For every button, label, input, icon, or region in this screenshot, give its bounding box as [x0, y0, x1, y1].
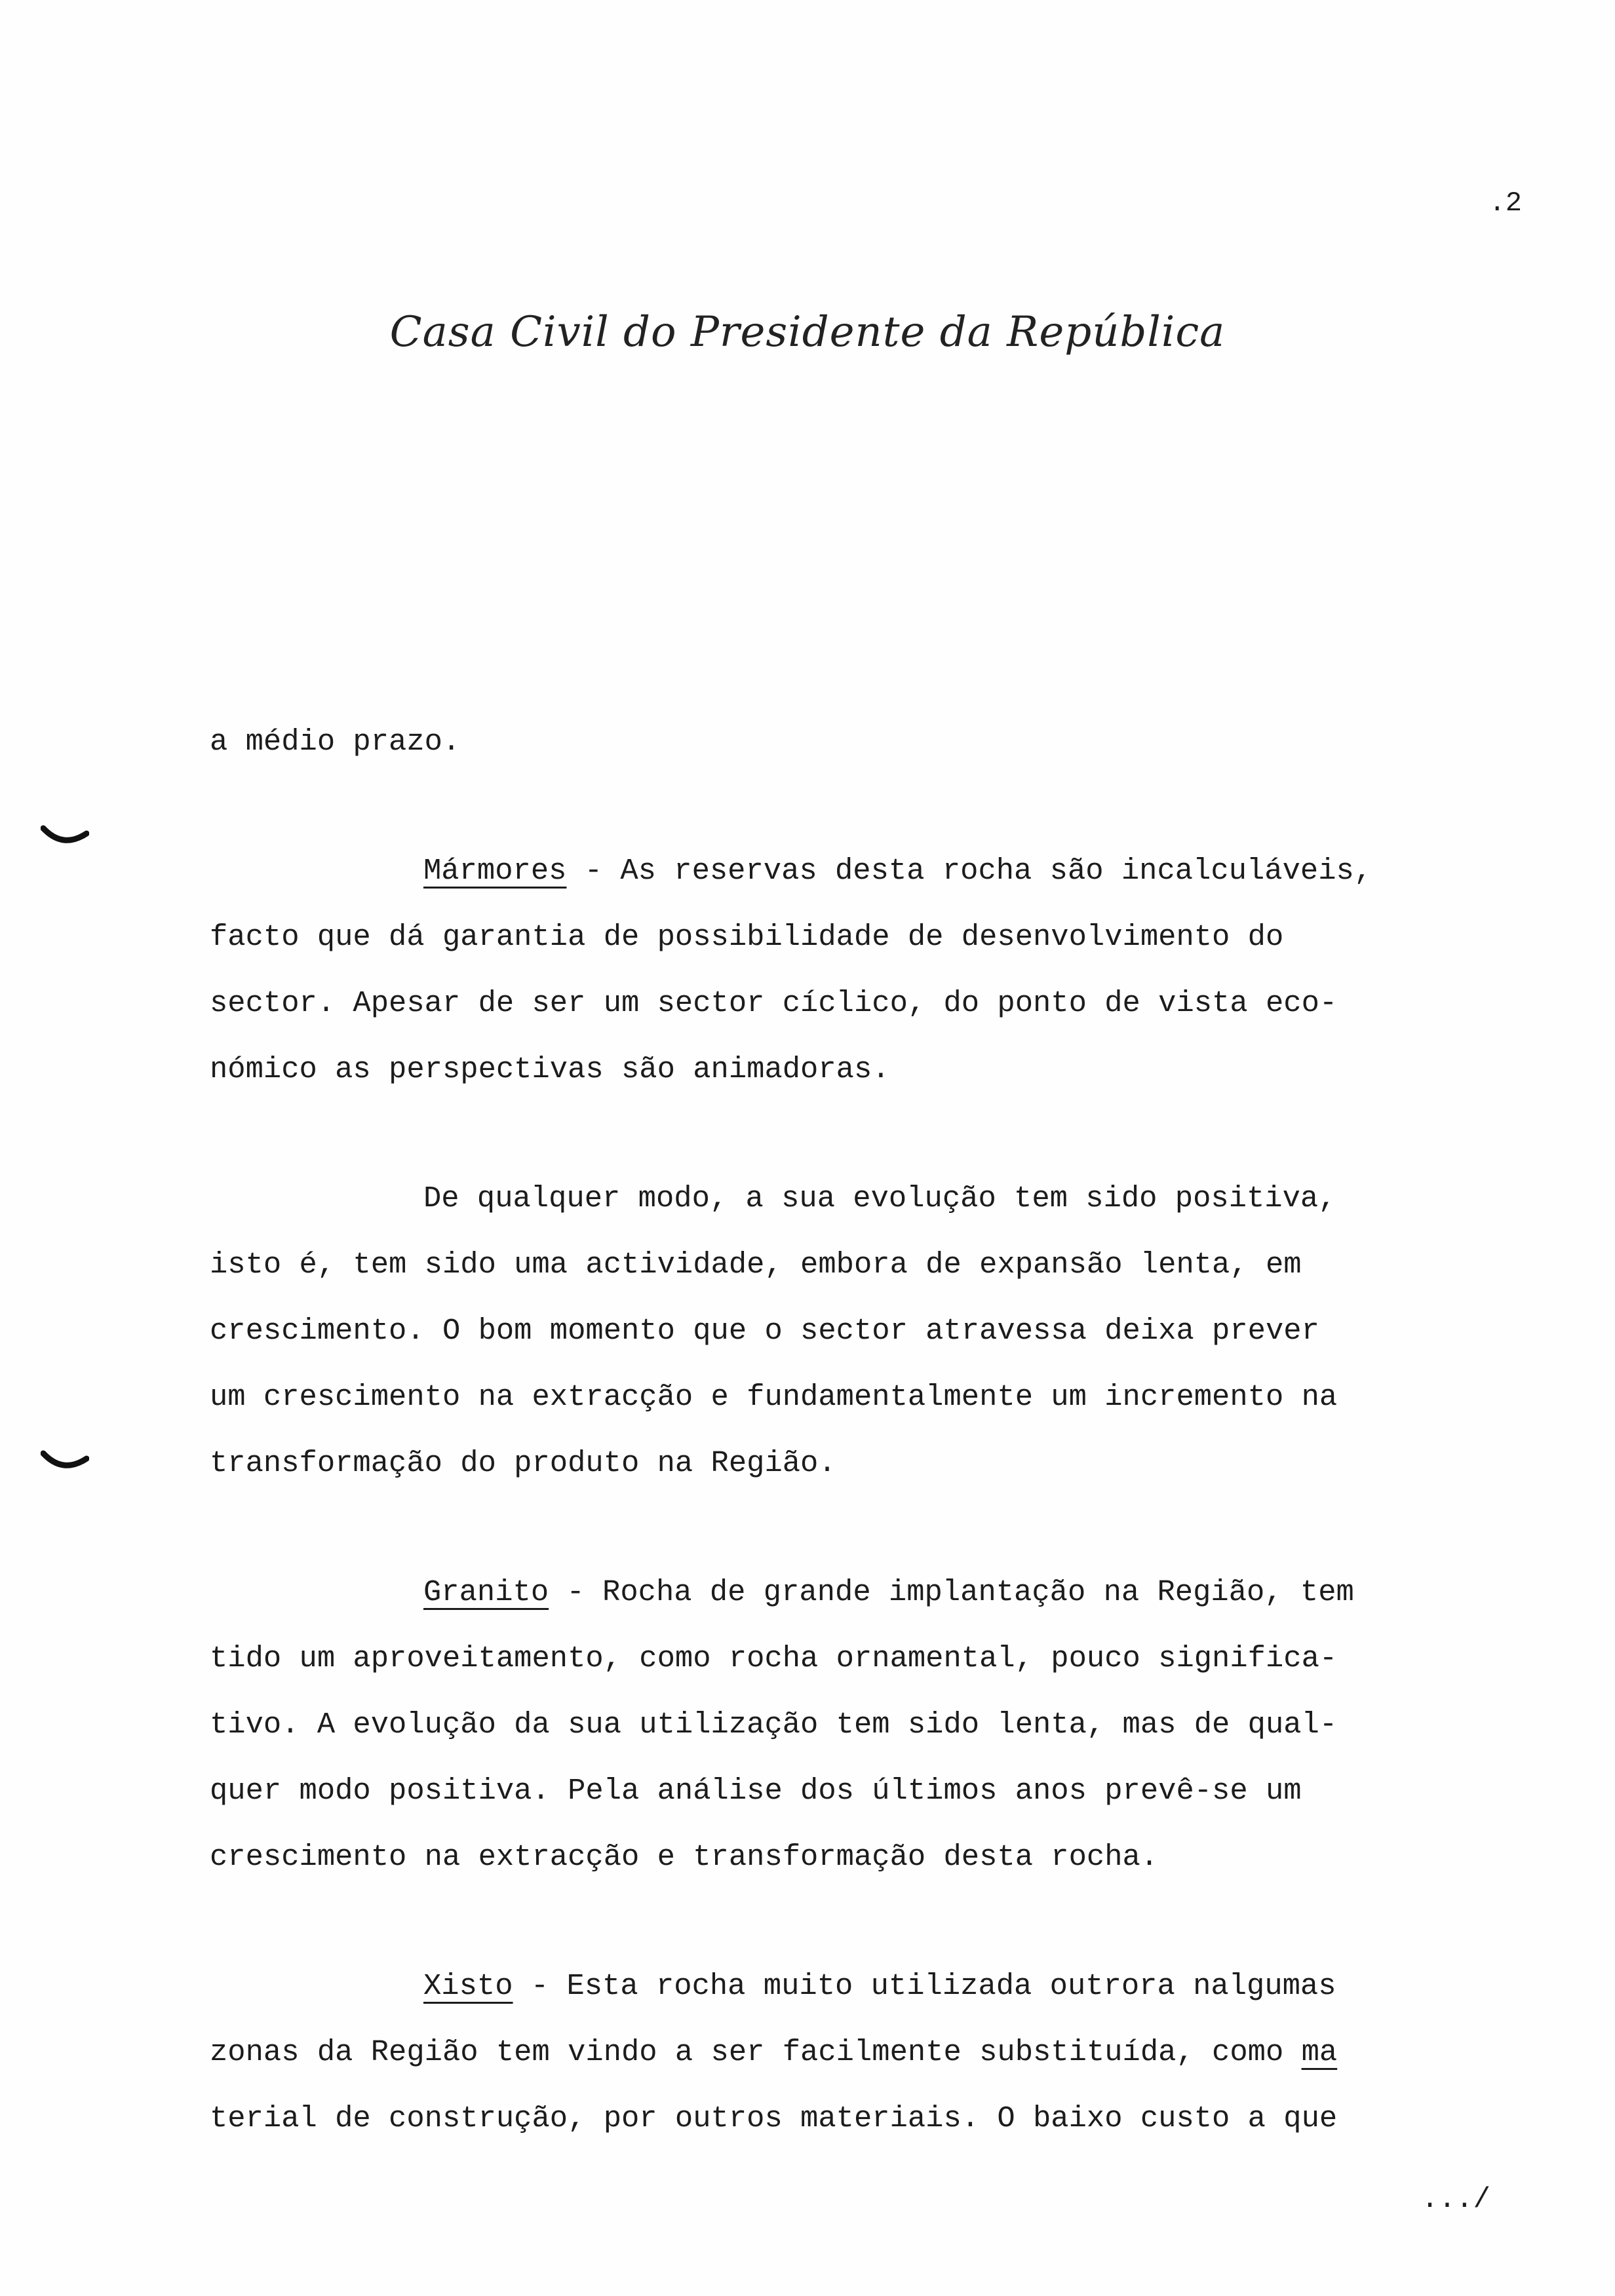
- evolucao-line-3: crescimento. O bom momento que o sector atravessa deixa prever: [210, 1314, 1319, 1348]
- marmores-line-1: Mármores - As reservas desta rocha são incalculáveis,: [423, 854, 1372, 888]
- page-number: .2: [1489, 187, 1522, 219]
- marmores-line-4: nómico as perspectivas são animadoras.: [210, 1052, 890, 1086]
- granito-line-5: crescimento na extracção e transformação desta rocha.: [210, 1840, 1159, 1874]
- opening-line: a médio prazo.: [210, 725, 461, 759]
- granito-line-2: tido um aproveitamento, como rocha ornamental, pouco significa-: [210, 1641, 1338, 1675]
- xisto-line-1: Xisto - Esta rocha muito utilizada outrora nalgumas: [423, 1969, 1336, 2003]
- continuation-mark: .../: [1421, 2183, 1490, 2216]
- evolucao-line-2: isto é, tem sido uma actividade, embora de expansão lenta, em: [210, 1248, 1302, 1282]
- granito-line-1: Granito - Rocha de grande implantação na Região, tem: [423, 1575, 1354, 1609]
- granito-line-4: quer modo positiva. Pela análise dos últimos anos prevê-se um: [210, 1774, 1302, 1808]
- granito-line-3: tivo. A evolução da sua utilização tem sido lenta, mas de qual-: [210, 1708, 1338, 1742]
- marmores-line-3: sector. Apesar de ser um sector cíclico, do ponto de vista eco-: [210, 986, 1338, 1020]
- letterhead: Casa Civil do Presidente da República: [389, 308, 1226, 356]
- xisto-line-3: terial de construção, por outros materiais. O baixo custo a que: [210, 2101, 1338, 2135]
- binding-hole-mark-top: [41, 824, 89, 851]
- evolucao-line-1: De qualquer modo, a sua evolução tem sido positiva,: [423, 1181, 1336, 1215]
- binding-hole-mark-bottom: [41, 1449, 89, 1476]
- evolucao-line-4: um crescimento na extracção e fundamentalmente um incremento na: [210, 1380, 1338, 1414]
- xisto-heading: Xisto: [423, 1969, 513, 2003]
- marmores-line-2: facto que dá garantia de possibilidade de desenvolvimento do: [210, 920, 1284, 954]
- document-body: [210, 709, 1494, 2152]
- evolucao-line-5: transformação do produto na Região.: [210, 1446, 836, 1480]
- marmores-heading: Mármores: [423, 854, 567, 888]
- granito-heading: Granito: [423, 1575, 549, 1609]
- xisto-line-2: zonas da Região tem vindo a ser facilmente substituída, como ma: [210, 2035, 1338, 2069]
